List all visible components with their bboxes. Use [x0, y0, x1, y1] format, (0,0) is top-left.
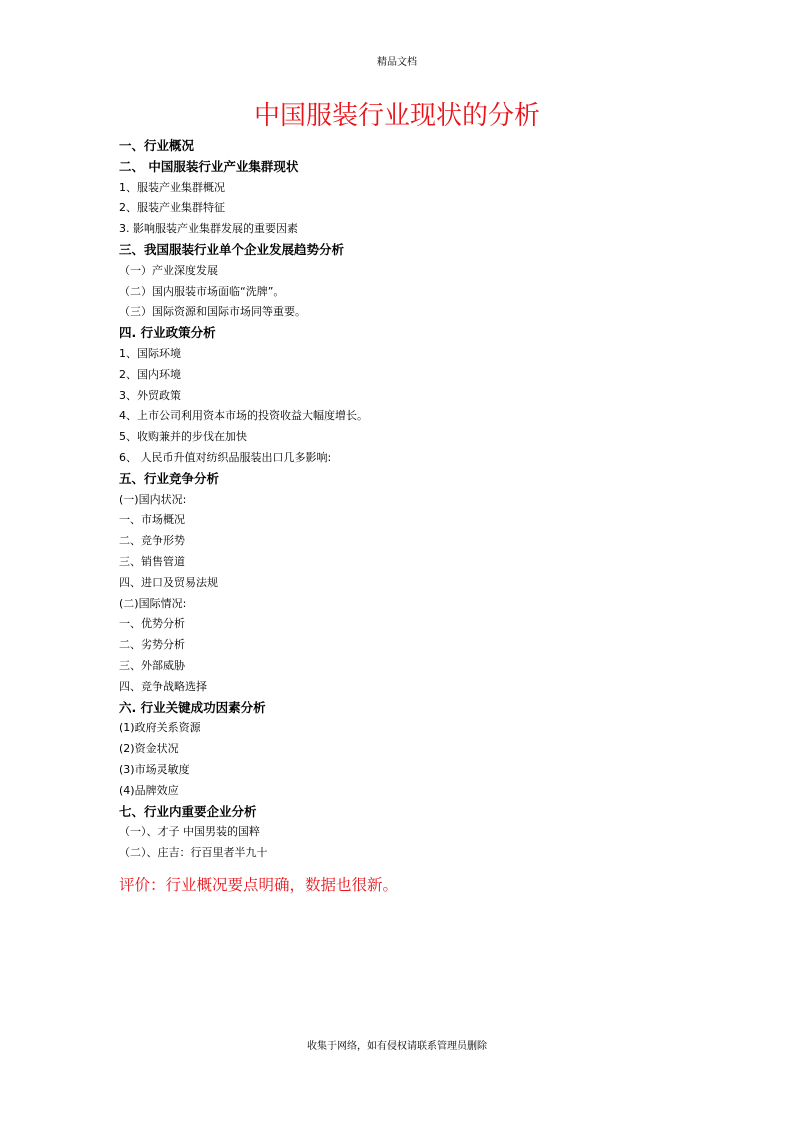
page-footer: 收集于网络，如有侵权请联系管理员删除 — [307, 1041, 487, 1052]
outline-item: (4)品牌效应 — [119, 783, 179, 797]
evaluation-comment: 评价：行业概况要点明确，数据也很新。 — [119, 876, 399, 894]
outline-item: 一、优势分析 — [119, 617, 185, 631]
outline-item: 1、服装产业集群概况 — [119, 180, 225, 194]
outline-item: (一)国内状况: — [119, 492, 187, 506]
outline-item: (3)市场灵敏度 — [119, 762, 190, 776]
outline-item: (二)国际情况: — [119, 596, 187, 610]
outline-item: （二）国内服装市场面临“洗牌”。 — [119, 284, 285, 298]
outline-item: 三、销售管道 — [119, 554, 185, 568]
outline-item: 二、劣势分析 — [119, 638, 185, 652]
outline-item: （一）、才子 中国男装的国粹 — [119, 825, 260, 839]
page-header: 精品文档 — [377, 57, 417, 68]
outline-item: 三、外部威胁 — [119, 658, 185, 672]
outline-item: 1、国际环境 — [119, 346, 181, 360]
section-heading: 六. 行业关键成功因素分析 — [119, 699, 266, 715]
section-heading: 七、行业内重要企业分析 — [119, 803, 257, 819]
section-heading: 三、我国服装行业单个企业发展趋势分析 — [119, 241, 345, 257]
outline-item: （二）、庄吉：行百里者半九十 — [119, 846, 268, 860]
outline-item: (2)资金状况 — [119, 742, 179, 756]
outline-item: 四、进口及贸易法规 — [119, 575, 218, 589]
outline-item: 3、外贸政策 — [119, 388, 181, 402]
outline-item: 二、竞争形势 — [119, 534, 185, 548]
outline-item: 四、竞争战略选择 — [119, 679, 207, 693]
section-heading: 五、行业竞争分析 — [119, 470, 220, 486]
section-heading: 二、 中国服装行业产业集群现状 — [119, 158, 299, 174]
section-heading: 一、行业概况 — [119, 138, 195, 153]
outline-item: 2、服装产业集群特征 — [119, 201, 225, 215]
outline-item: (1)政府关系资源 — [119, 721, 201, 735]
outline-item: 一、市场概况 — [119, 513, 185, 527]
outline-item: （一）产业深度发展 — [119, 263, 218, 277]
outline-item: 6、 人民币升值对纺织品服装出口几多影响: — [119, 450, 332, 464]
document-title: 中国服装行业现状的分析 — [253, 101, 540, 131]
section-heading: 四. 行业政策分析 — [119, 325, 216, 341]
outline-item: 3. 影响服装产业集群发展的重要因素 — [119, 222, 298, 236]
outline-item: （三）国际资源和国际市场同等重要。 — [119, 305, 306, 319]
outline — [119, 136, 679, 864]
outline-item: 5、收购兼并的步伐在加快 — [119, 430, 247, 444]
outline-item: 2、国内环境 — [119, 367, 181, 381]
outline-item: 4、上市公司利用资本市场的投资收益大幅度增长。 — [119, 409, 368, 423]
